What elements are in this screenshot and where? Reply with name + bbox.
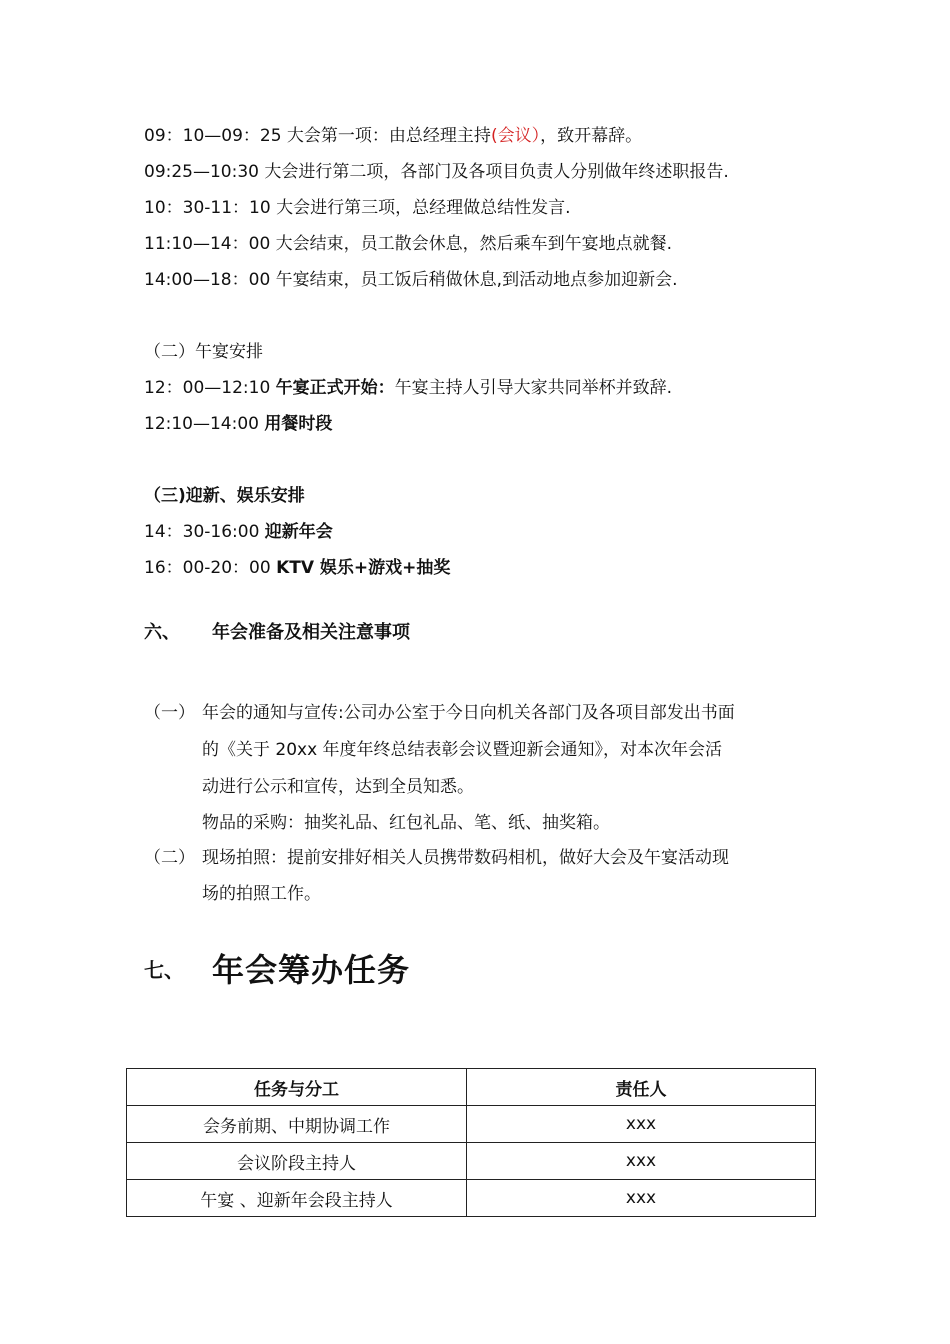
table-row	[127, 1180, 816, 1217]
item-text-cont: 场的拍照工作。	[202, 884, 321, 904]
entertainment-line-2	[144, 556, 450, 580]
time: 10：30-11：10	[144, 198, 271, 218]
schedule-line-1	[144, 124, 642, 148]
item-label: （一）	[144, 703, 195, 723]
item-text-cont: 物品的采购：抽奖礼品、红包礼品、笔、纸、抽奖箱。	[202, 813, 610, 833]
lunch-heading: （二）午宴安排	[144, 342, 263, 362]
time: 16：00-20：00	[144, 558, 277, 578]
highlight-text: (会议）	[490, 126, 541, 146]
time: 14:00—18：00	[144, 270, 271, 290]
time: 14：30-16:00	[144, 522, 265, 542]
section-number: 六、	[144, 622, 180, 643]
bold-label: 用餐时段	[264, 414, 333, 434]
text: ，致开幕辞。	[540, 126, 643, 146]
table-cell: 午宴 、迎新年会段主持人	[127, 1180, 467, 1217]
text: 大会进行第三项，总经理做总结性发言.	[270, 198, 571, 218]
section-6-item-2	[144, 846, 729, 870]
task-table	[126, 1068, 816, 1217]
bold-label: KTV 娱乐+游戏+抽奖	[276, 558, 451, 578]
text: 大会第一项：由总经理主持	[281, 126, 491, 146]
text: 午宴主持人引导大家共同举杯并致辞.	[394, 378, 673, 398]
time: 09：10—09：25	[144, 126, 282, 146]
time: 12:10—14:00	[144, 414, 265, 434]
table-cell: 会议阶段主持人	[127, 1143, 467, 1180]
item-label: （二）	[144, 848, 195, 868]
table-cell: xxx	[467, 1143, 816, 1180]
section-6-item-1	[144, 701, 735, 725]
table-cell: xxx	[467, 1180, 816, 1217]
entertainment-line-1	[144, 520, 333, 544]
item-text: 年会的通知与宣传:公司办公室于今日向机关各部门及各项目部发出书面	[202, 703, 735, 723]
table-header: 责任人	[467, 1069, 816, 1106]
section-number: 七、	[144, 957, 184, 982]
schedule-line-2	[144, 160, 729, 184]
table-cell: 会务前期、中期协调工作	[127, 1106, 467, 1143]
table-cell: xxx	[467, 1106, 816, 1143]
schedule-line-4	[144, 232, 672, 256]
lunch-line-1	[144, 376, 672, 400]
item-text-cont: 动进行公示和宣传，达到全员知悉。	[202, 777, 474, 797]
entertainment-heading: （三)迎新、娱乐安排	[144, 486, 305, 506]
section-7-heading	[144, 945, 410, 991]
item-text-cont: 的《关于 20xx 年度年终总结表彰会议暨迎新会通知》，对本次年会活	[202, 740, 723, 760]
bold-label: 迎新年会	[264, 522, 333, 542]
time: 11:10—14：00	[144, 234, 271, 254]
time: 09:25—10:30	[144, 162, 259, 182]
section-6-heading	[144, 618, 410, 644]
section-title: 年会筹办任务	[212, 951, 411, 989]
section-title: 年会准备及相关注意事项	[212, 622, 410, 643]
table-row	[127, 1106, 816, 1143]
time: 12：00—12:10	[144, 378, 276, 398]
lunch-line-2	[144, 412, 332, 436]
item-text: 现场拍照：提前安排好相关人员携带数码相机，做好大会及午宴活动现	[202, 848, 729, 868]
text: 大会结束，员工散会休息，然后乘车到午宴地点就餐.	[270, 234, 673, 254]
schedule-line-5	[144, 268, 677, 292]
table-row	[127, 1143, 816, 1180]
text: 大会进行第二项，各部门及各项目负责人分别做年终述职报告.	[258, 162, 729, 182]
bold-label: 午宴正式开始：	[275, 378, 395, 398]
schedule-line-3	[144, 196, 570, 220]
table-header: 任务与分工	[127, 1069, 467, 1106]
text: 午宴结束，员工饭后稍做休息,到活动地点参加迎新会.	[270, 270, 678, 290]
table-header-row	[127, 1069, 816, 1106]
